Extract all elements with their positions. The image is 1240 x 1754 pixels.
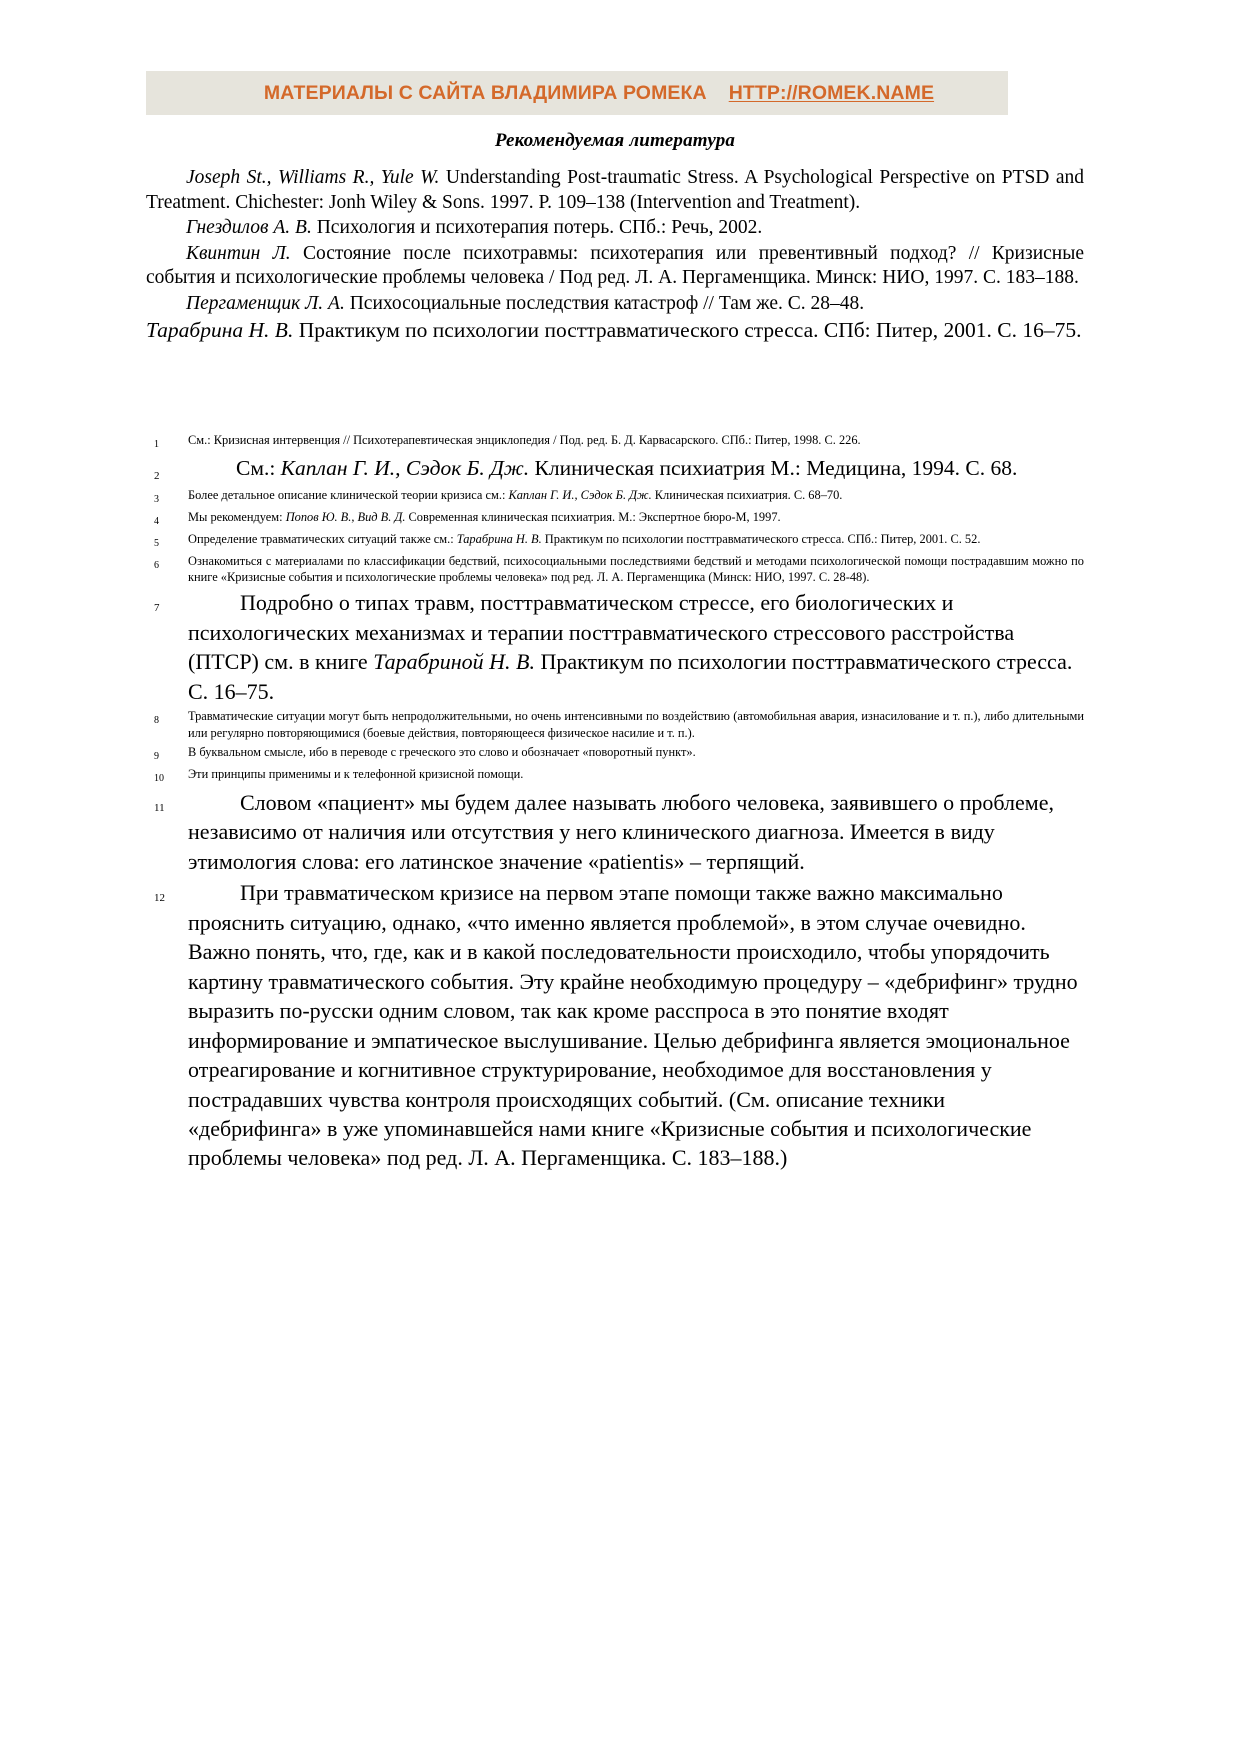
footnote-text <box>188 788 1084 876</box>
footnote-text <box>188 509 1084 526</box>
banner-title: МАТЕРИАЛЫ С САЙТА ВЛАДИМИРА РОМЕКА <box>263 81 707 104</box>
reference-details: Психосоциальные последствия катастроф // Там же. С. 28–48. <box>344 292 865 314</box>
footnote-item <box>146 766 1084 786</box>
footnote-text-run: В буквальном смысле, ибо в переводе с греческого это слово и обозначает «поворотный пункт». <box>188 744 696 759</box>
footnote-text-run: Травматические ситуации могут быть непродолжительными, но очень интенсивными по воздействию (автомобильная авария, изнасилование и т. п.), либо длительными или регулярно повторяющимися (боевые действия, повторяющееся физическое насилие и т. п.). <box>188 709 1084 740</box>
footnote-text <box>188 531 1084 548</box>
footnote-cited-author: Каплан Г. И., Сэдок Б. Дж. <box>280 456 530 480</box>
footnote-text-run: Ознакомиться с материалами по классификации бедствий, психосоциальными последствиями бедствий и методами психологической помощи пострадавшим можно по книге «Кризисные события и психологические проблемы человека» под ред. Л. А. Пергаменщика (Минск: НИО, 1997. С. 28-48). <box>188 553 1084 585</box>
reference-authors: Тарабрина Н. В. <box>146 318 294 343</box>
footnote-item <box>146 744 1084 764</box>
footnote-text-run: Практикум по психологии посттравматического стресса. С. 16–75. <box>188 649 1073 704</box>
footnote-text <box>188 432 1084 449</box>
footnote-text-run: Клиническая психиатрия М.: Медицина, 1994. С. 68. <box>529 456 1018 480</box>
footnote-cited-author: Тарабрина Н. В. <box>456 531 542 546</box>
reference-item <box>146 166 1084 215</box>
footnote-text-run: Эти принципы применимы и к телефонной кризисной помощи. <box>188 766 524 781</box>
footnote-cited-author: Тарабриной Н. В. <box>373 649 535 675</box>
banner-content <box>264 82 934 105</box>
footnote-number: 4 <box>154 515 159 527</box>
recommended-literature-section <box>146 130 1084 346</box>
footnote-number: 11 <box>154 801 165 814</box>
footnote-text <box>188 553 1084 587</box>
reference-details: Практикум по психологии посттравматического стресса. СПб: Питер, 2001. С. 16–75. <box>293 318 1082 343</box>
footnote-text <box>188 744 1084 761</box>
footnote-text-run: См.: <box>236 456 281 480</box>
reference-list <box>146 166 1084 345</box>
footnote-number: 10 <box>154 772 164 784</box>
footnote-text <box>188 766 1084 783</box>
footnote-item <box>146 553 1084 587</box>
footnote-item <box>146 487 1084 507</box>
footnote-number: 6 <box>154 559 159 571</box>
footnote-text-run: Современная клиническая психиатрия. М.: Экспертное бюро-М, 1997. <box>405 509 781 524</box>
reference-authors: Joseph St., Williams R., Yule W. <box>186 167 440 188</box>
footnote-item <box>146 531 1084 551</box>
footnote-cited-author: Попов Ю. В., Вид В. Д. <box>285 509 406 524</box>
footnote-text <box>188 588 1084 706</box>
footnote-cited-author: Каплан Г. И., Сэдок Б. Дж. <box>508 487 652 502</box>
reference-details: Understanding Post-traumatic Stress. A Psychological Perspective on PTSD and Treatment. Chichester: Jonh Wiley & Sons. 1997. P. 109–138 (Intervention and Treatment). <box>146 167 1084 213</box>
footnote-item <box>146 509 1084 529</box>
footnote-number: 2 <box>154 470 160 482</box>
footnote-text <box>188 708 1084 742</box>
reference-authors: Квинтин Л. <box>186 242 291 264</box>
footnote-text-run: При травматическом кризисе на первом этапе помощи также важно максимально прояснить ситуацию, однако, «что именно является проблемой», в этом случае очевидно. Важно понять, что, где, как и в какой последовательности происходило, чтобы упорядочить картину травматического события. Эту крайне необходимую процедуру – «дебрифинг» трудно выразить по-русски одним словом, так как кроме расспроса в это понятие входят информирование и эмпатическое выслушивание. Целью дебрифинга является эмоциональное отреагирование и когнитивное структурирование, необходимое для восстановления у пострадавших чувства контроля происходящих событий. (См. описание техники «дебрифинга» в уже упоминавшейся нами книге «Кризисные события и психологические проблемы человека» под ред. Л. А. Пергаменщика. С. 183–188.) <box>188 880 1078 1171</box>
footnote-text-run: Подробно о типах травм, посттравматическом стрессе, его биологических и психологических механизмах и терапии посттравматического стрессового расстройства (ПТСР) см. в книге <box>188 590 1015 675</box>
footnote-text-run: Более детальное описание клинической теории кризиса см.: <box>188 487 509 502</box>
footnote-item <box>146 588 1084 706</box>
footnote-number: 9 <box>154 750 159 762</box>
footnote-text-run: Клиническая психиатрия. С. 68–70. <box>651 487 843 502</box>
reference-item <box>146 292 1084 317</box>
reference-item <box>146 216 1084 241</box>
section-title: Рекомендуемая литература <box>494 130 736 151</box>
footnote-text <box>188 487 1084 504</box>
footnote-text-run: Практикум по психологии посттравматического стресса. СПб.: Питер, 2001. С. 52. <box>541 531 981 546</box>
footnote-item <box>146 878 1084 1173</box>
reference-item <box>146 317 1084 345</box>
footnote-number: 12 <box>154 892 165 905</box>
footnote-text-run: Определение травматических ситуаций также см.: <box>188 531 457 546</box>
reference-details: Психология и психотерапия потерь. СПб.: Речь, 2002. <box>311 217 763 239</box>
footnote-text-run: Словом «пациент» мы будем далее называть любого человека, заявившего о проблеме, независимо от наличия или отсутствия у него клинического диагноза. Имеется в виду этимология слова: его латинское значение «patientis» – терпящий. <box>188 789 1054 874</box>
footnotes-section <box>146 432 1084 1175</box>
footnote-item <box>146 788 1084 876</box>
footnote-number: 1 <box>154 439 159 450</box>
footnote-text-run: См.: Кризисная интервенция // Психотерапевтическая энциклопедия / Под. ред. Б. Д. Карвасарского. СПб.: Питер, 1998. С. 226. <box>188 433 861 447</box>
footnote-number: 5 <box>154 537 159 549</box>
footnote-text-run: Мы рекомендуем: <box>188 509 286 524</box>
banner-url-link[interactable]: HTTP://ROMEK.NAME <box>728 81 935 104</box>
site-watermark-banner <box>146 71 1008 115</box>
reference-item <box>146 242 1084 291</box>
footnote-number: 3 <box>154 493 159 505</box>
reference-details: Состояние после психотравмы: психотерапия или превентивный подход? // Кризисные события и психологические проблемы человека / Под ред. Л. А. Пергаменщика. Минск: НИО, 1997. С. 183–188. <box>146 242 1084 289</box>
footnote-text <box>188 454 1084 483</box>
footnote-number: 7 <box>154 602 160 615</box>
footnote-item <box>146 708 1084 742</box>
footnote-item <box>146 432 1084 452</box>
reference-authors: Гнездилов А. В. <box>186 217 312 239</box>
footnote-number: 8 <box>154 715 159 727</box>
footnote-text <box>188 878 1084 1173</box>
footnote-item <box>146 454 1084 485</box>
reference-authors: Пергаменщик Л. А. <box>186 292 345 314</box>
